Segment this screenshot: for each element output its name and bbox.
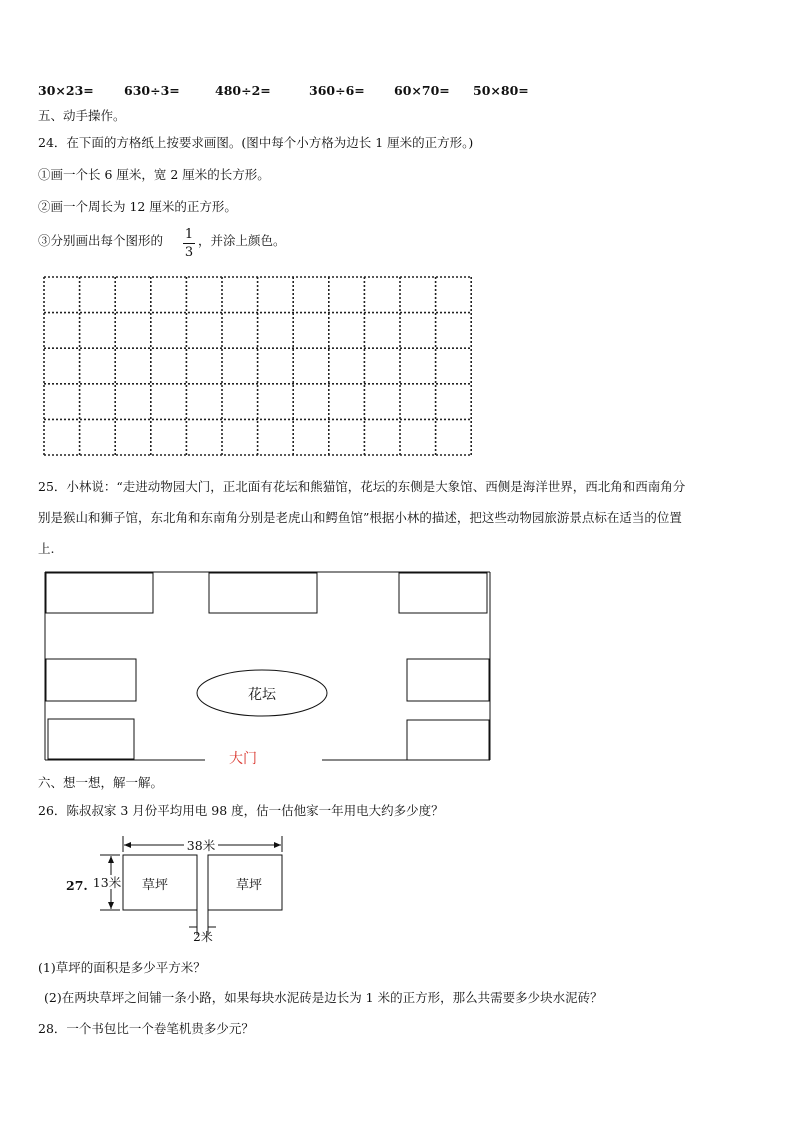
section-heading-5: 五、动手操作。 [38, 108, 126, 123]
q26-text: 26．陈叔叔家 3 月份平均用电 98 度，估一估他家一年用电大约多少度？ [38, 803, 444, 818]
q25-text-line-1: 25．小林说：“走进动物园大门，正北面有花坛和熊猫馆，花坛的东侧是大象馆、西侧是海洋世界，西北角和西南角分 [38, 479, 686, 494]
calc-item: 30×23= [38, 83, 94, 98]
q27-sub-2: (2)在两块草坪之间铺一条小路，如果每块水泥砖是边长为 1 米的正方形，那么共需要多少块水泥砖？ [44, 990, 603, 1005]
height-label: 13米 [92, 875, 122, 890]
fraction-denominator: 3 [184, 245, 194, 260]
q28-text: 28．一个书包比一个卷笔机贵多少元？ [38, 1021, 254, 1036]
calc-item: 60×70= [394, 83, 450, 98]
section-heading-6: 六、想一想，解一解。 [38, 775, 164, 790]
gate-label: 大门 [229, 751, 257, 767]
q24-item-1: ①画一个长 6 厘米，宽 2 厘米的长方形。 [38, 167, 270, 182]
lawn-left-label: 草坪 [141, 878, 169, 893]
q24-stem: 24．在下面的方格纸上按要求画图。(图中每个小方格为边长 1 厘米的正方形。) [38, 135, 474, 150]
path-width-label: 2米 [193, 930, 213, 944]
calc-item: 360÷6= [309, 83, 365, 98]
q24-item-2: ②画一个周长为 12 厘米的正方形。 [38, 199, 237, 214]
calc-item: 630÷3= [124, 83, 180, 98]
arrow-right-icon [274, 842, 281, 848]
q24-item-3-pre: ③分别画出每个图形的 [38, 233, 164, 248]
fraction-numerator: 1 [184, 227, 194, 242]
q25-text-line-2: 别是猴山和狮子馆，东北角和东南角分别是老虎山和鳄鱼馆”根据小林的描述，把这些动物园旅游景点标在适当的位置 [38, 510, 682, 525]
arrow-left-icon [124, 842, 131, 848]
calc-item: 50×80= [473, 83, 529, 98]
q27-sub-1: (1)草坪的面积是多少平方米？ [38, 960, 206, 975]
lawn-right-label: 草坪 [235, 878, 263, 893]
width-label: 38米 [186, 838, 216, 853]
calc-item: 480÷2= [215, 83, 271, 98]
flowerbed-label: 花坛 [248, 687, 276, 703]
q25-text-line-3: 上. [38, 541, 55, 556]
arrow-up-icon [108, 856, 114, 863]
q27-number: 27. [66, 878, 88, 893]
arrow-down-icon [108, 902, 114, 909]
q24-item-3-post: ，并涂上颜色。 [198, 233, 286, 248]
